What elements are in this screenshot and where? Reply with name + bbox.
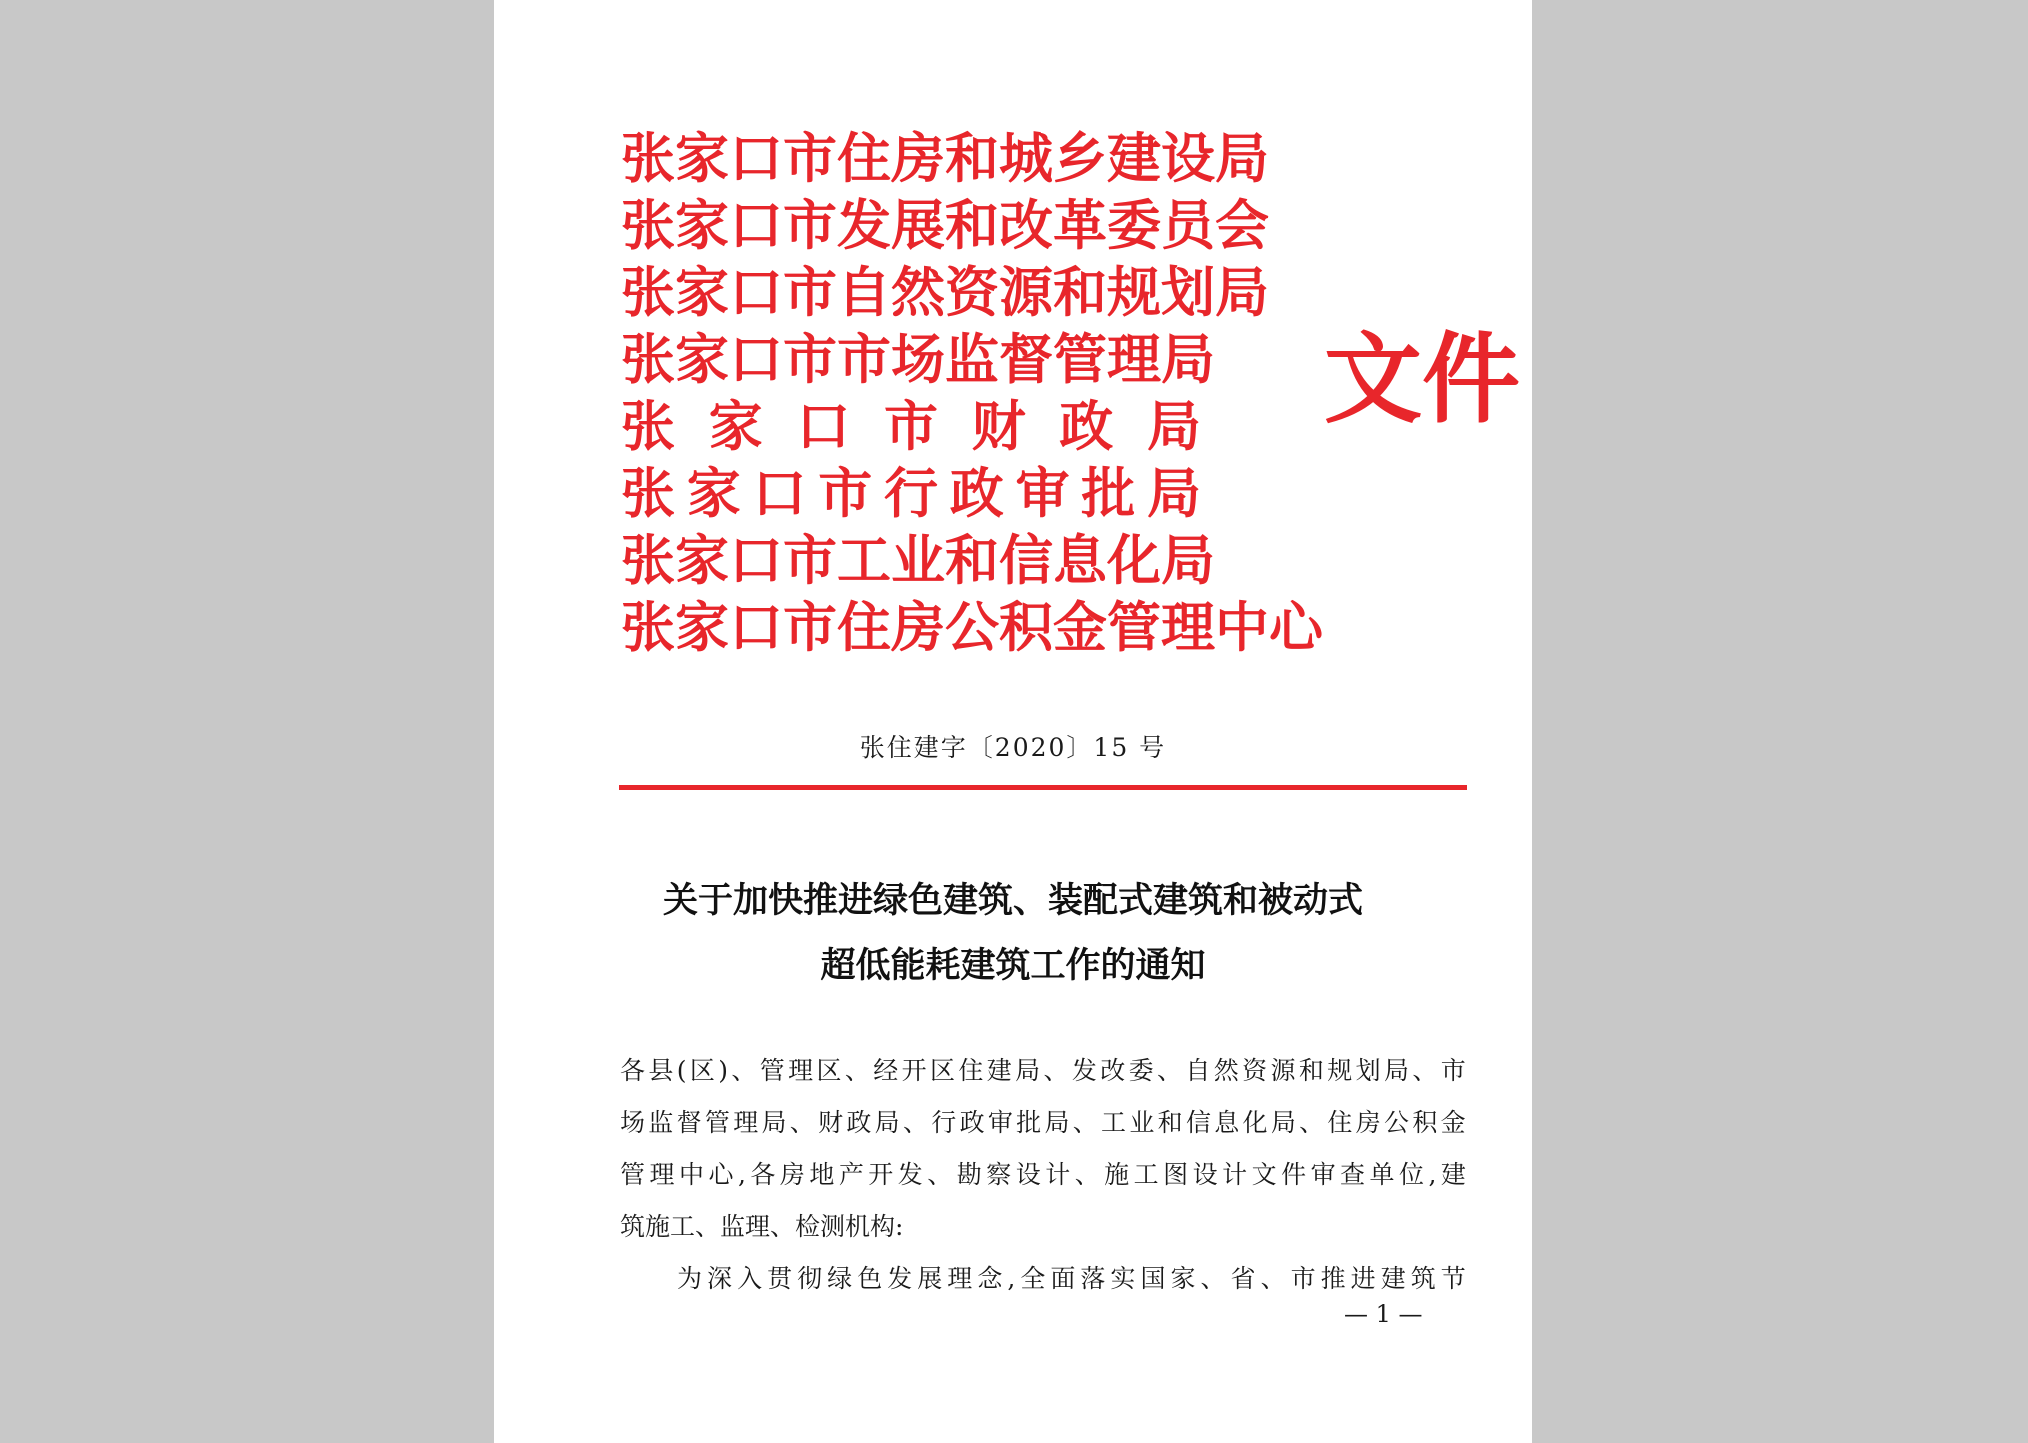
red-divider bbox=[619, 785, 1467, 790]
addressee-line: 筑施工、监理、检测机构: bbox=[620, 1212, 904, 1241]
issuer-line: 张 家 口 市 工 业 和 信 息 化 局 bbox=[621, 528, 1215, 592]
issuer-line: 张 家 口 市 住 房 公 积 金 管 理 中 心 bbox=[621, 595, 1323, 659]
issuer-line: 张 家 口 市 住 房 和 城 乡 建 设 局 bbox=[621, 126, 1269, 190]
addressee-line: 场 监 督 管 理 局 、 财 政 局 、 行 政 审 批 局 、 工 业 和 信 息 化 局 、 住 房 公 积 金 bbox=[620, 1108, 1466, 1137]
issuer-line: 张 家 口 市 发 展 和 改 革 委 员 会 bbox=[621, 193, 1269, 257]
document-page bbox=[494, 0, 1532, 1443]
title-line-2: 超低能耗建筑工作的通知 bbox=[820, 945, 1206, 986]
addressee-line: 各 县 ( 区 ) 、 管 理 区 、 经 开 区 住 建 局 、 发 改 委 、 自 然 资 源 和 规 划 局 、 市 bbox=[620, 1056, 1466, 1085]
issuer-line: 张 家 口 市 市 场 监 督 管 理 局 bbox=[621, 327, 1215, 391]
issuing-authorities bbox=[621, 125, 1323, 661]
title-line-1: 关于加快推进绿色建筑、装配式建筑和被动式 bbox=[662, 880, 1363, 921]
document-title bbox=[494, 868, 1532, 998]
issuer-line: 张 家 口 市 财 政 局 bbox=[621, 394, 1201, 458]
document-number: 张住建字〔2020〕15 号 bbox=[859, 733, 1167, 762]
page-number: — 1 — bbox=[1344, 1300, 1423, 1328]
document-body bbox=[620, 1045, 1466, 1305]
document-type-label: 文件 bbox=[1324, 322, 1521, 437]
issuer-line: 张 家 口 市 自 然 资 源 和 规 划 局 bbox=[621, 260, 1269, 324]
paragraph-line: 为 深 入 贯 彻 绿 色 发 展 理 念 , 全 面 落 实 国 家 、 省 、 市 推 进 建 筑 节 bbox=[677, 1264, 1466, 1293]
addressee-line: 管 理 中 心 , 各 房 地 产 开 发 、 勘 察 设 计 、 施 工 图 设 计 文 件 审 查 单 位 , 建 bbox=[620, 1160, 1466, 1189]
issuer-line: 张 家 口 市 行 政 审 批 局 bbox=[621, 461, 1201, 525]
